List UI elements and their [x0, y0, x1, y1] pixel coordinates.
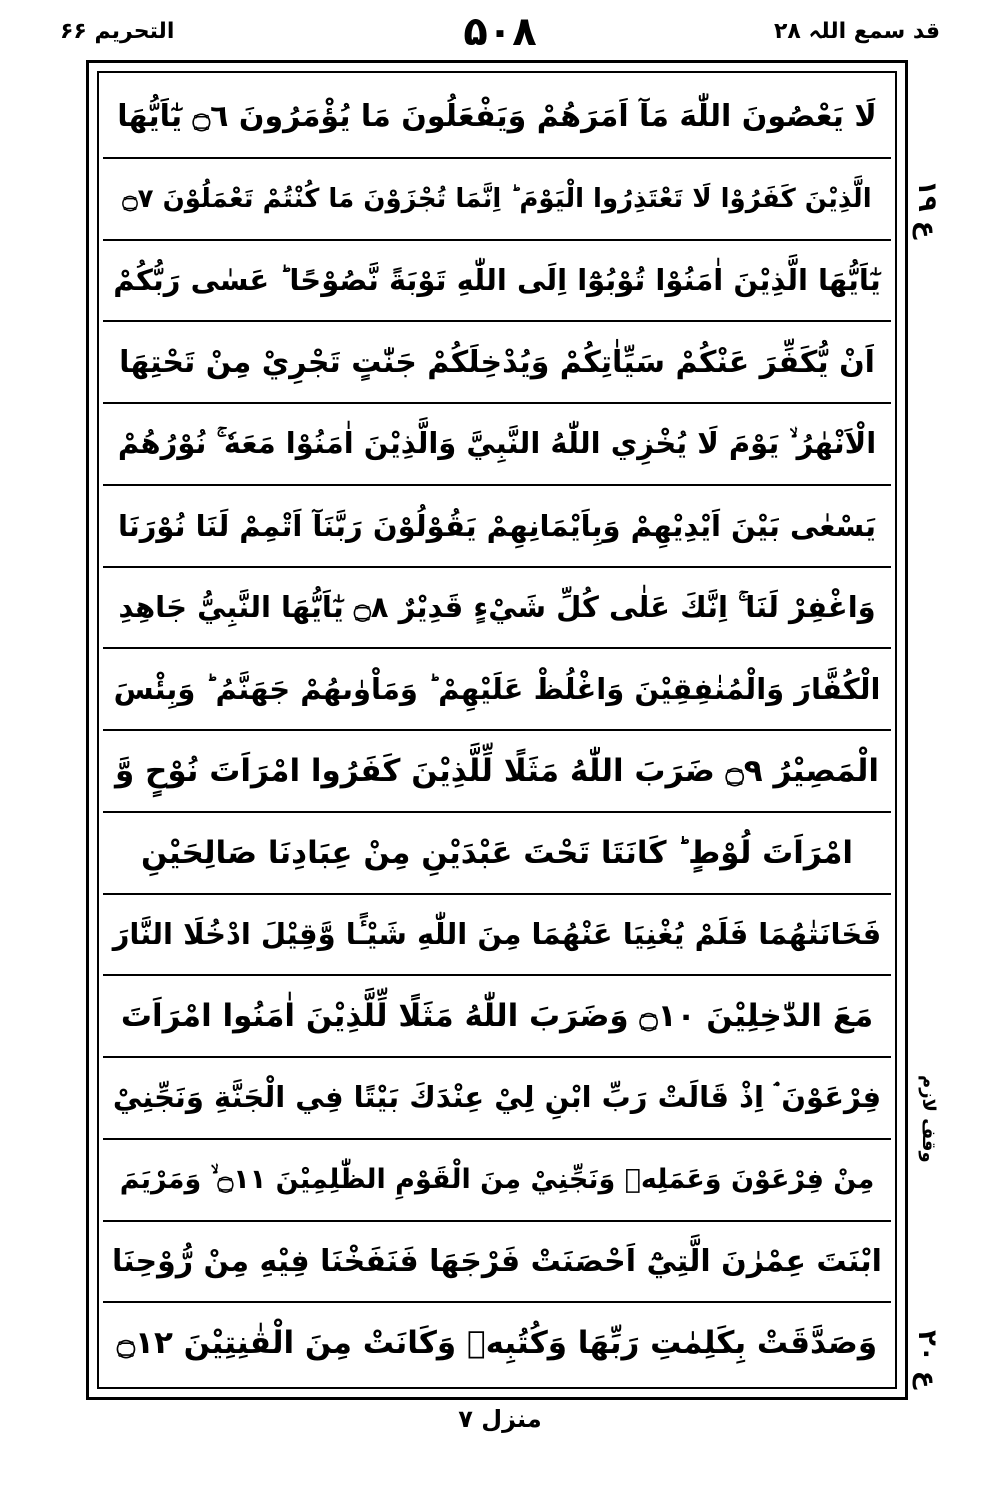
- verse-line-2: الَّذِيْنَ كَفَرُوْا لَا تَعْتَذِرُوا الْيَوْمَ ؕ اِنَّمَا تُجْزَوْنَ مَا كُنْتُمْ تَعْمَلُوْنَ ۝٧: [103, 159, 891, 241]
- page-header: [60, 4, 940, 60]
- verse-line-5: الْاَنْهٰرُ ۙ يَوْمَ لَا يُخْزِي اللّٰهُ النَّبِيَّ وَالَّذِيْنَ اٰمَنُوْا مَعَهٗ ۚ نُوْرُهُمْ: [103, 404, 891, 486]
- verse-line-7: وَاغْفِرْ لَنَا ۚ اِنَّكَ عَلٰى كُلِّ شَيْءٍ قَدِيْرٌ ۝٨ يٰٓاَيُّهَا النَّبِيُّ جَاهِدِ: [103, 568, 891, 650]
- page-number: ۵۰۸: [463, 9, 537, 55]
- verse-line-13: فِرْعَوْنَ ۘ اِذْ قَالَتْ رَبِّ ابْنِ لِيْ عِنْدَكَ بَيْتًا فِي الْجَنَّةِ وَنَجِّنِيْ: [103, 1058, 891, 1140]
- verse-line-1: لَا يَعْصُونَ اللّٰهَ مَآ اَمَرَهُمْ وَيَفْعَلُونَ مَا يُؤْمَرُونَ ۝٦ يٰٓاَيُّهَا: [103, 77, 891, 159]
- verse-line-16: وَصَدَّقَتْ بِكَلِمٰتِ رَبِّهَا وَكُتُبِهٖ وَكَانَتْ مِنَ الْقٰنِتِيْنَ ۝١٢: [116, 1325, 878, 1362]
- verse-lines: [103, 77, 891, 1383]
- ruku-marker-1: ع ۱۹: [912, 180, 942, 239]
- manzil-footer: منزل ۷: [458, 1405, 542, 1433]
- ruku-marker-2: ع ۲۰: [912, 1330, 942, 1389]
- verse-line-10: امْرَاَتَ لُوْطٍ ؕ كَانَتَا تَحْتَ عَبْدَيْنِ مِنْ عِبَادِنَا صَالِحَيْنِ: [103, 813, 891, 895]
- waqf-lazim-marker: وقف لازم: [918, 1075, 939, 1163]
- verse-line-12: مَعَ الدّٰخِلِيْنَ ۝١٠ وَضَرَبَ اللّٰهُ مَثَلًا لِّلَّذِيْنَ اٰمَنُوا امْرَاَتَ: [103, 976, 891, 1058]
- verse-line-6: يَسْعٰى بَيْنَ اَيْدِيْهِمْ وَبِاَيْمَانِهِمْ يَقُوْلُوْنَ رَبَّنَآ اَتْمِمْ لَنَا نُوْرَنَا: [103, 486, 891, 568]
- verse-line-11: فَخَانَتٰهُمَا فَلَمْ يُغْنِيَا عَنْهُمَا مِنَ اللّٰهِ شَيْـًٔا وَّقِيْلَ ادْخُلَا النَّارَ: [103, 895, 891, 977]
- para-title: قد سمع اللہ ۲۸: [773, 19, 940, 44]
- verse-line-3: يٰٓاَيُّهَا الَّذِيْنَ اٰمَنُوْا تُوْبُوْٓا اِلَى اللّٰهِ تَوْبَةً نَّصُوْحًا ؕ عَسٰى رَبُّكُمْ: [103, 241, 891, 323]
- verse-line-4: اَنْ يُّكَفِّرَ عَنْكُمْ سَيِّاٰتِكُمْ وَيُدْخِلَكُمْ جَنّٰتٍ تَجْرِيْ مِنْ تَحْتِهَا: [103, 322, 891, 404]
- verse-line-15: ابْنَتَ عِمْرٰنَ الَّتِيْٓ اَحْصَنَتْ فَرْجَهَا فَنَفَخْنَا فِيْهِ مِنْ رُّوْحِنَا: [103, 1222, 891, 1304]
- verse-line-8: الْكُفَّارَ وَالْمُنٰفِقِيْنَ وَاغْلُظْ عَلَيْهِمْ ؕ وَمَاْوٰىهُمْ جَهَنَّمُ ؕ وَبِئْسَ: [103, 649, 891, 731]
- verse-line-9: الْمَصِيْرُ ۝٩ ضَرَبَ اللّٰهُ مَثَلًا لِّلَّذِيْنَ كَفَرُوا امْرَاَتَ نُوْحٍ وَّ: [103, 731, 891, 813]
- verse-line-14: مِنْ فِرْعَوْنَ وَعَمَلِهٖ وَنَجِّنِيْ مِنَ الْقَوْمِ الظّٰلِمِيْنَ ۝١١ ۙ وَمَرْيَمَ: [103, 1140, 891, 1222]
- surah-title: التحریم ۶۶: [60, 19, 175, 44]
